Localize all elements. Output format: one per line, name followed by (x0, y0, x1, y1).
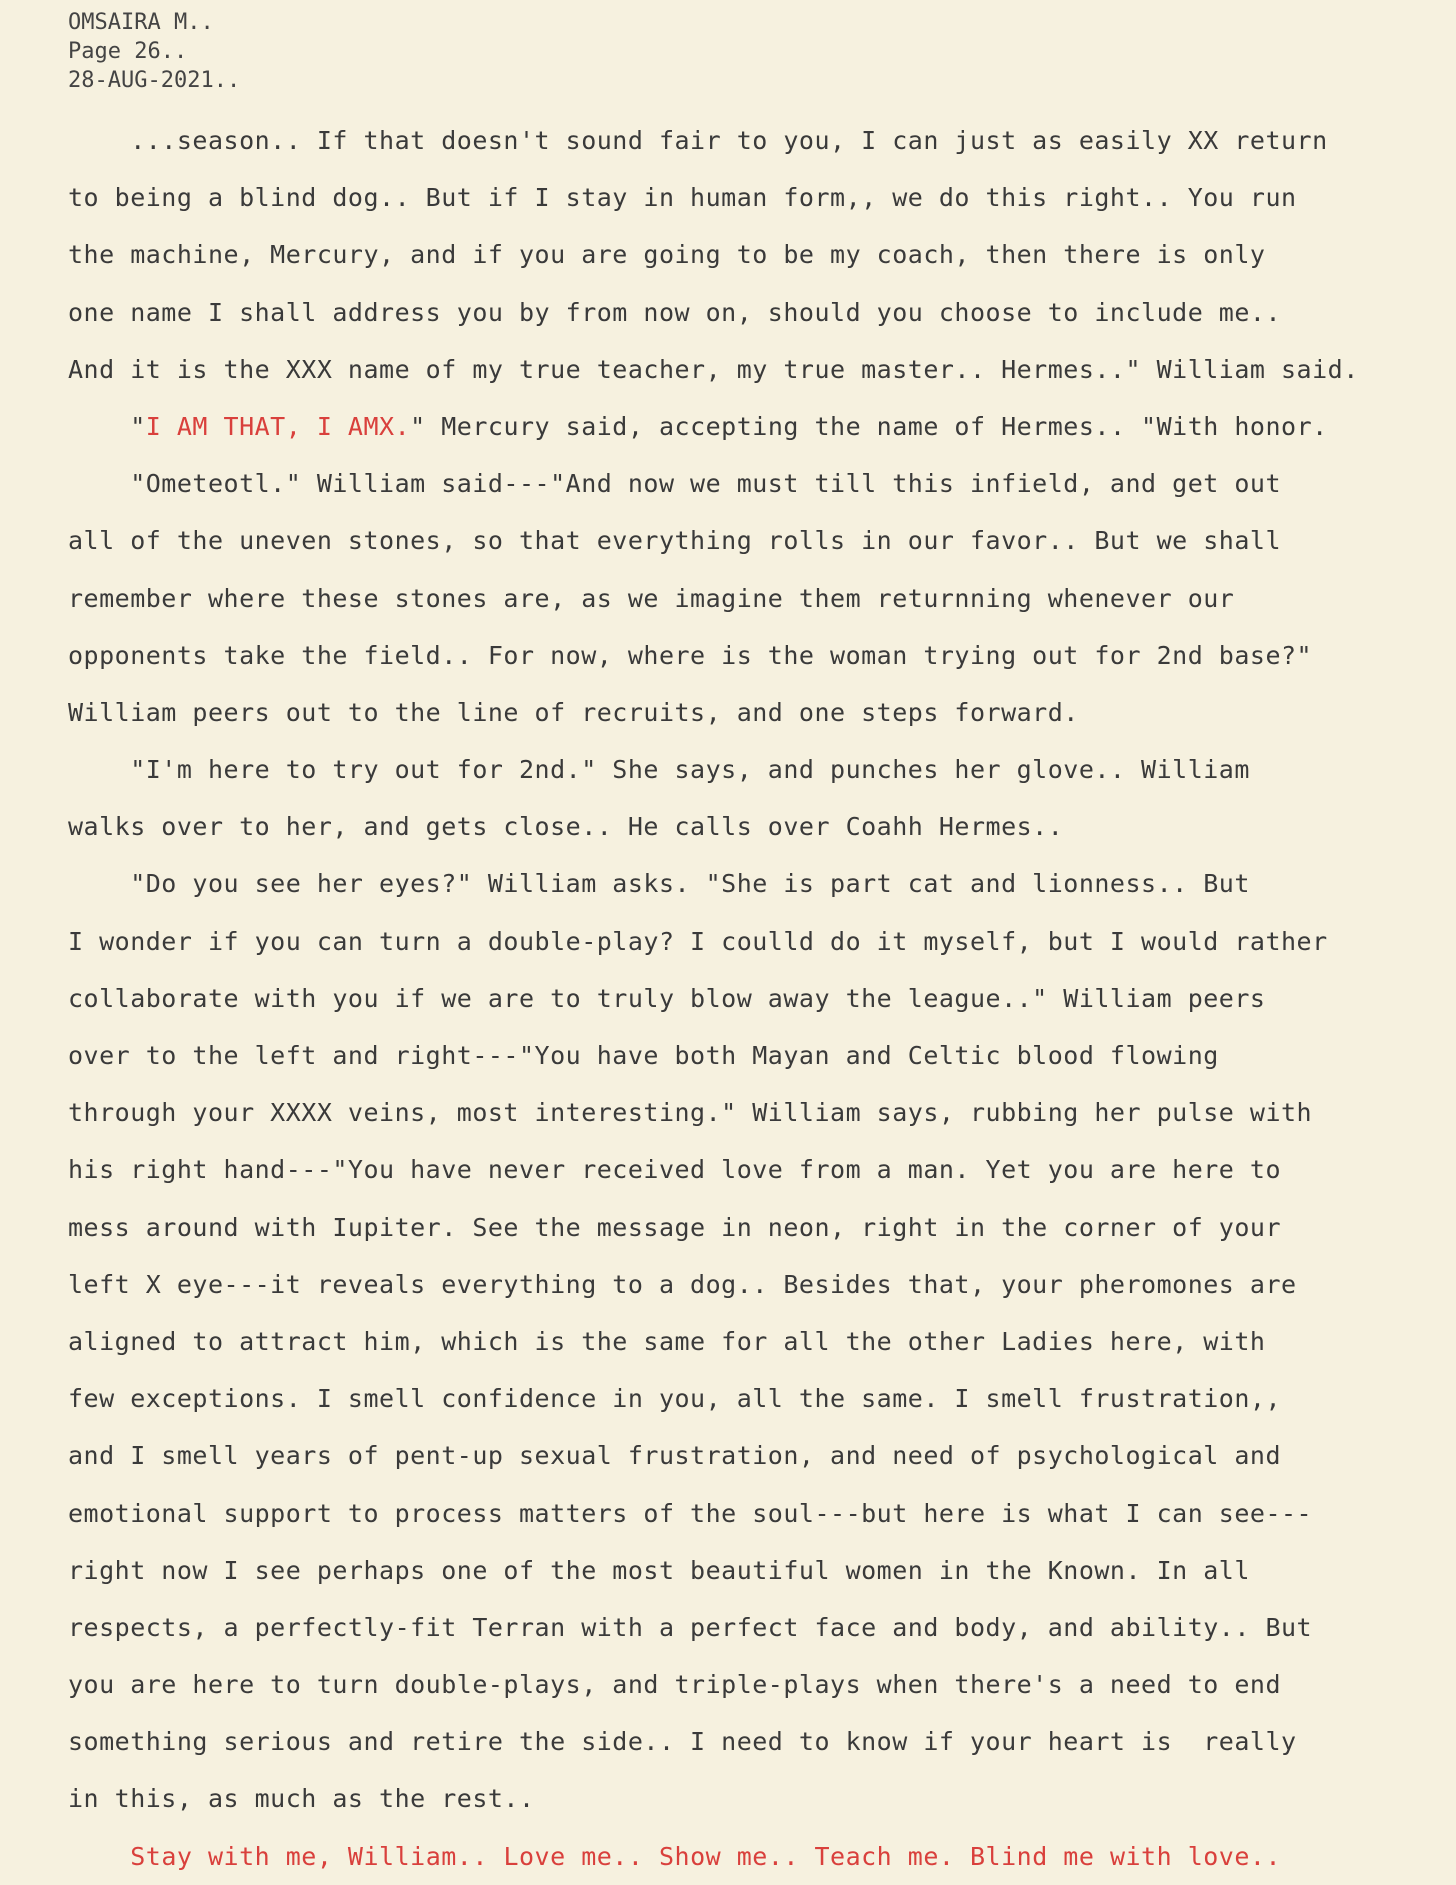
text-run: through your XXXX veins, most interesting." William says, rubbing her pulse with (68, 1098, 1313, 1128)
text-line (68, 798, 1456, 855)
page-date: 28-AUG-2021.. (68, 68, 241, 93)
text-run: collaborate with you if we are to truly blow away the league.." William peers (68, 983, 1266, 1013)
text-run: and I smell years of pent-up sexual frustration, and need of psychological and (68, 1441, 1281, 1471)
text-run: mess around with Iupiter. See the message in neon, right in the corner of your (68, 1212, 1281, 1242)
text-line (68, 455, 1456, 512)
text-line (68, 1485, 1456, 1542)
text-run: in this, as much as the rest.. (68, 1784, 535, 1814)
text-run: respects, a perfectly-fit Terran with a perfect face and body, and ability.. But (68, 1612, 1313, 1642)
text-line (68, 1599, 1456, 1656)
text-line (68, 1199, 1456, 1256)
text-line (68, 169, 1456, 226)
text-line (68, 1027, 1456, 1084)
text-line (68, 627, 1456, 684)
text-line (68, 226, 1456, 283)
text-line (68, 112, 1456, 169)
text-run: you are here to turn double-plays, and triple-plays when there's a need to end (68, 1670, 1281, 1700)
text-run: all of the uneven stones, so that everything rolls in our favor.. But we shall (68, 526, 1281, 556)
text-run: to being a blind dog.. But if I stay in human form,, we do this right.. You run (68, 183, 1297, 213)
text-run: right now I see perhaps one of the most beautiful women in the Known. In all (68, 1555, 1250, 1585)
text-run: And it is the XXX name of my true teacher, my true master.. Hermes.." William said. (68, 354, 1359, 384)
text-line (68, 1370, 1456, 1427)
text-run: I wonder if you can turn a double-play? I coulld do it myself, but I would rather (68, 926, 1328, 956)
text-line (68, 512, 1456, 569)
text-run: walks over to her, and gets close.. He calls over Coahh Hermes.. (68, 812, 1064, 842)
text-run: left X eye---it reveals everything to a dog.. Besides that, your pheromones are (68, 1269, 1297, 1299)
text-run: few exceptions. I smell confidence in you, all the same. I smell frustration,, (68, 1384, 1281, 1414)
red-ink-text: I AM THAT, I AMX. (145, 411, 411, 441)
text-run: aligned to attract him, which is the same for all the other Ladies here, with (68, 1326, 1266, 1356)
text-line (68, 970, 1456, 1027)
text-run: the machine, Mercury, and if you are going to be my coach, then there is only (68, 240, 1266, 270)
text-line (68, 284, 1456, 341)
text-run: William peers out to the line of recruits, and one steps forward. (68, 697, 1079, 727)
text-line (68, 570, 1456, 627)
text-line (68, 1141, 1456, 1198)
text-line (68, 684, 1456, 741)
text-line (68, 1770, 1456, 1827)
text-line (68, 341, 1456, 398)
text-line (68, 1313, 1456, 1370)
text-run: " (68, 411, 146, 441)
author-name: OMSAIRA M.. (68, 10, 214, 35)
text-line (68, 741, 1456, 798)
text-line (68, 1656, 1456, 1713)
text-run: his right hand---"You have never received love from a man. Yet you are here to (68, 1155, 1281, 1185)
page-number: Page 26.. (68, 39, 188, 64)
text-run: remember where these stones are, as we imagine them returnning whenever our (68, 583, 1235, 613)
text-run: "Do you see her eyes?" William asks. "She is part cat and lionness.. But (68, 869, 1250, 899)
page-header (68, 8, 240, 95)
text-run: something serious and retire the side.. I need to know if your heart is really (68, 1727, 1297, 1757)
text-run: ...season.. If that doesn't sound fair to you, I can just as easily XX return (68, 126, 1328, 155)
text-line (68, 1828, 1456, 1885)
text-line (68, 1427, 1456, 1484)
text-line (68, 1084, 1456, 1141)
text-run: " Mercury said, accepting the name of Hermes.. "With honor. (410, 411, 1328, 441)
text-run: "I'm here to try out for 2nd." She says, and punches her glove.. William (68, 755, 1250, 785)
body-text (68, 112, 1456, 1885)
text-run: emotional support to process matters of the soul---but here is what I can see--- (68, 1498, 1313, 1528)
text-line (68, 398, 1456, 455)
text-run: over to the left and right---"You have both Mayan and Celtic blood flowing (68, 1041, 1219, 1070)
text-run: "Ometeotl." William said---"And now we must till this infield, and get out (68, 469, 1281, 499)
text-line (68, 1542, 1456, 1599)
text-run: opponents take the field.. For now, where is the woman trying out for 2nd base?" (68, 640, 1313, 670)
text-line (68, 1256, 1456, 1313)
text-run (68, 1842, 130, 1871)
text-line (68, 855, 1456, 912)
text-line (68, 1713, 1456, 1770)
red-ink-text: Stay with me, William.. Love me.. Show me.. Teach me. Blind me with love.. (130, 1841, 1282, 1871)
text-line (68, 913, 1456, 970)
text-run: one name I shall address you by from now on, should you choose to include me.. (68, 297, 1281, 327)
